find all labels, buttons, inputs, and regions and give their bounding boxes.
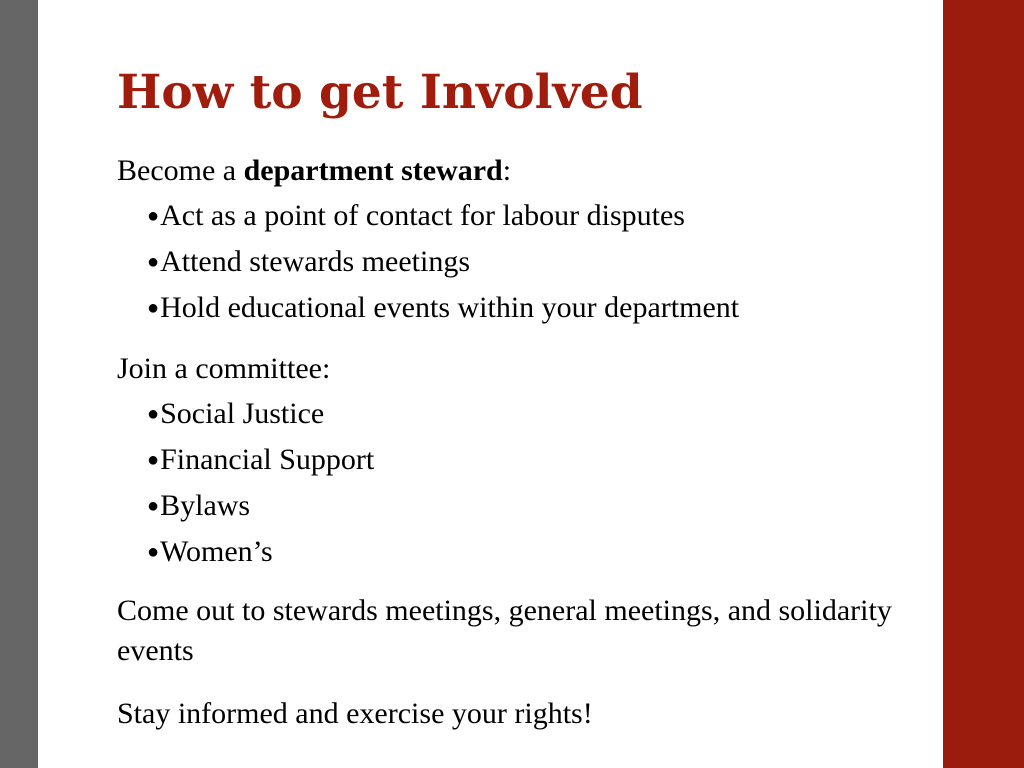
committee-lead: Join a committee: [117, 352, 331, 385]
committee-section [117, 347, 917, 575]
committee-bullet-list [117, 391, 917, 575]
closing-paragraph: Stay informed and exercise your rights! [117, 697, 593, 730]
slide-title: How to get Involved [117, 65, 643, 120]
list-item [147, 483, 917, 529]
list-item-text: Financial Support [160, 443, 375, 476]
steward-lead-prefix: Become a [117, 154, 244, 187]
bullet-icon: ● [147, 251, 160, 273]
steward-lead [117, 149, 917, 193]
list-item [147, 239, 917, 285]
list-item [147, 529, 917, 575]
steward-section [117, 149, 917, 331]
list-item-text: Act as a point of contact for labour disputes [160, 199, 685, 232]
list-item-text: Bylaws [160, 489, 251, 522]
bullet-icon: ● [147, 541, 160, 563]
left-accent-bar [0, 0, 38, 768]
steward-lead-suffix: : [502, 154, 512, 187]
steward-lead-bold: department steward [243, 154, 503, 187]
right-accent-bar [943, 0, 1024, 768]
list-item-text: Social Justice [160, 397, 325, 430]
bullet-icon: ● [147, 205, 160, 227]
meetings-paragraph: Come out to stewards meetings, general meetings, and solidarity events [117, 594, 892, 667]
bullet-icon: ● [147, 403, 160, 425]
list-item [147, 391, 917, 437]
list-item-text: Attend stewards meetings [160, 245, 471, 278]
bullet-icon: ● [147, 449, 160, 471]
slide-content [117, 0, 917, 768]
list-item [147, 285, 917, 331]
bullet-icon: ● [147, 495, 160, 517]
bullet-icon: ● [147, 297, 160, 319]
list-item [147, 193, 917, 239]
steward-bullet-list [117, 193, 917, 331]
list-item-text: Hold educational events within your department [160, 291, 740, 324]
list-item [147, 437, 917, 483]
list-item-text: Women’s [160, 535, 273, 568]
